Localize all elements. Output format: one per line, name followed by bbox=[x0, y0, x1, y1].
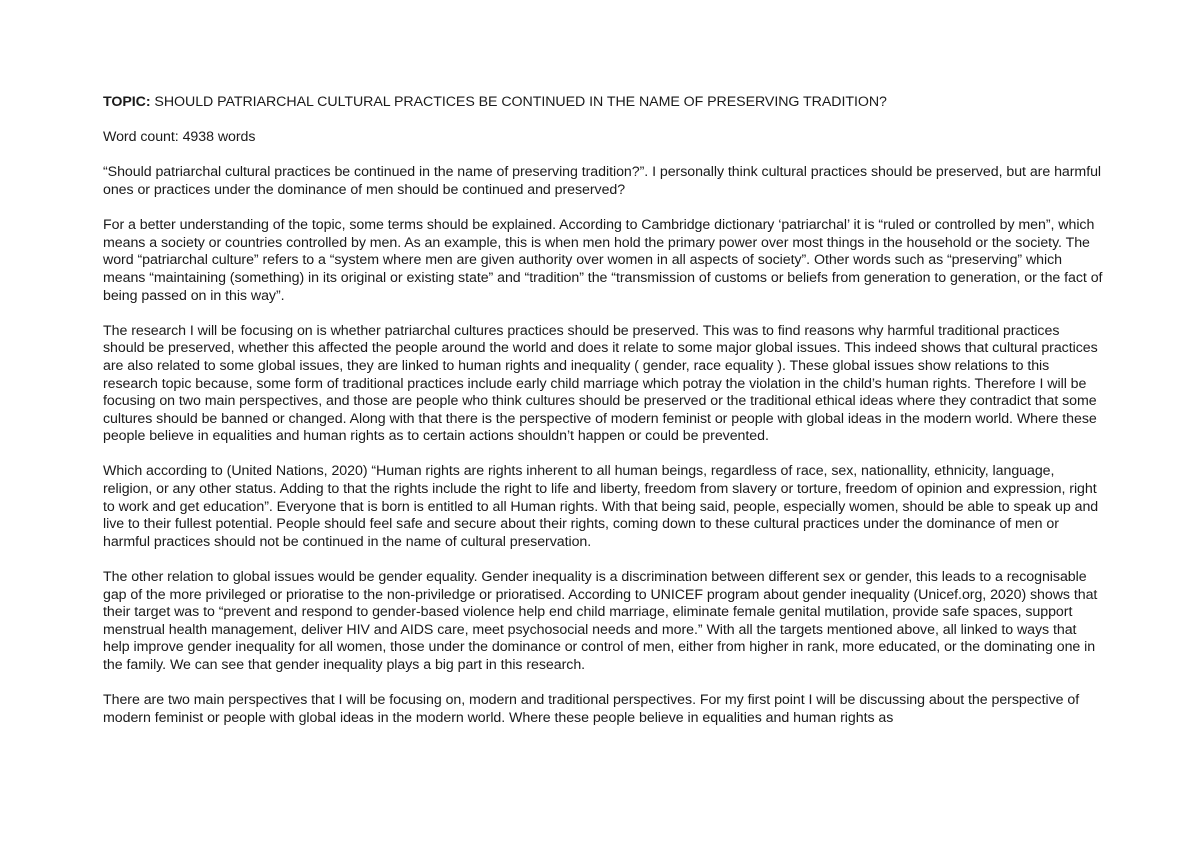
topic-heading bbox=[103, 94, 1103, 112]
word-count: Word count: 4938 words bbox=[103, 129, 256, 146]
document-body bbox=[103, 94, 1103, 745]
topic-text: SHOULD PATRIARCHAL CULTURAL PRACTICES BE CONTINUED IN THE NAME OF PRESERVING TRADITION? bbox=[150, 94, 887, 110]
paragraph-perspectives: There are two main perspectives that I will be focusing on, modern and traditional perspectives. For my first point I will be discussing about the perspective of modern feminist or people with global ideas in the modern world. Where these people believe in equalities and human rights as bbox=[103, 692, 1080, 726]
paragraph-research-focus: The research I will be focusing on is whether patriarchal cultures practices should be preserved. This was to find reasons why harmful traditional practices should be preserved, whether this affected the people around the world and does it relate to some major global issues. This indeed shows that cultural practices are also related to some global issues, they are linked to human rights and inequality ( gender, race equality ). These global issues show relations to this research topic because, some form of traditional practices include early child marriage which potray the violation in the child’s human rights. Therefore I will be focusing on two main perspectives, and those are people who think cultures should be preserved or the traditional ethical ideas where they contradict that some cultures should be banned or changed. Along with that there is the perspective of modern feminist or people with global ideas in the modern world. Where these people believe in equalities and human rights as to certain actions shouldn’t happen or could be prevented. bbox=[103, 322, 1098, 445]
paragraph-gender-equality: The other relation to global issues would be gender equality. Gender inequality is a discrimination between different sex or gender, this leads to a recognisable gap of the more privileged or prioratise to the non-priviledge or prioratised. According to UNICEF program about gender inequality (Unicef.org, 2020) shows that their target was to “prevent and respond to gender-based violence help end child marriage, eliminate female genital mutilation, provide safe spaces, support menstrual health management, deliver HIV and AIDS care, meet psychosocial needs and more.” With all the targets mentioned above, all linked to ways that help improve gender inequality for all women, those under the dominance or control of men, either from higher in rank, more educated, or the dominating one in the family. We can see that gender inequality plays a big part in this research. bbox=[103, 569, 1098, 673]
paragraph-intro: “Should patriarchal cultural practices be continued in the name of preserving tradition?”. I personally think cultural practices should be preserved, but are harmful ones or practices under the dominance of men should be continued and preserved? bbox=[103, 164, 1102, 198]
paragraph-human-rights: Which according to (United Nations, 2020) “Human rights are rights inherent to all human beings, regardless of race, sex, nationallity, ethnicity, language, religion, or any other status. Adding to that the rights include the right to life and liberty, freedom from slavery or torture, freedom of opinion and expression, right to work and get education”. Everyone that is born is entitled to all Human rights. With that being said, people, especially women, should be able to speak up and live to their fullest potential. People should feel safe and secure about their rights, coming down to these cultural practices under the dominance of men or harmful practices should not be continued in the name of cultural preservation. bbox=[103, 463, 1099, 550]
paragraph-definitions: For a better understanding of the topic, some terms should be explained. According to Cambridge dictionary ‘patriarchal’ it is “ruled or controlled by men”, which means a society or countries controlled by men. As an example, this is when men hold the primary power over most things in the household or the society. The word “patriarchal culture” refers to a “system where men are given authority over women in all aspects of society”. Other words such as “preserving” which means “maintaining (something) in its original or existing state” and “tradition” the “transmission of customs or beliefs from generation to generation, or the fact of being passed on in this way”. bbox=[103, 217, 1103, 304]
topic-label: TOPIC: bbox=[103, 94, 151, 110]
